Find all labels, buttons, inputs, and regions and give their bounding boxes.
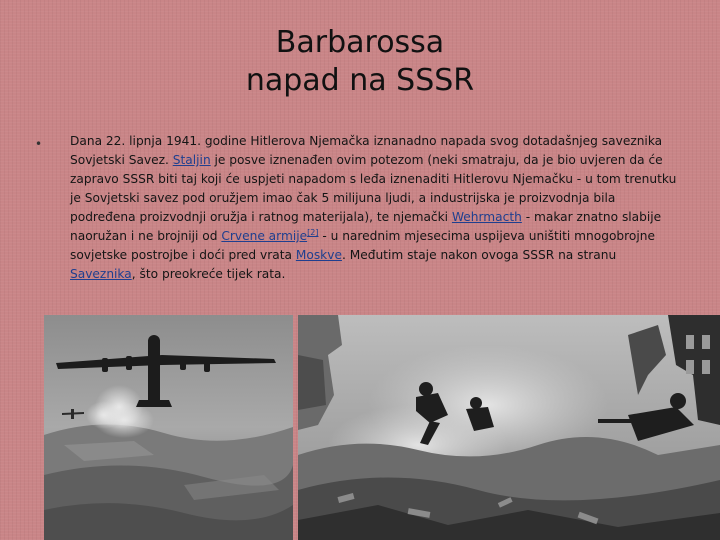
bullet-marker: • [35,137,43,151]
bomber-photo [44,315,293,540]
footnote-ref[interactable]: [2] [307,227,319,237]
title-line-1: Barbarossa [275,25,445,60]
text-segment: Dana 22. lipnja 1941. godine Hitlerova Njemačka iznanadno napada svog dotadašnjeg saveznika Sovjetski Savez. [70,134,663,167]
link-saveznika[interactable]: Saveznika [70,267,132,281]
text-segment: - u narednim mjesecima uspijeva uništiti mnogobrojne sovjetske postrojbe i doći pred vrata [70,229,655,262]
link-wehrmacht[interactable]: Wehrmacth [451,210,522,224]
link-staljin[interactable]: Staljin [172,153,211,167]
slide-title [0,24,720,100]
body-paragraph [70,132,682,284]
soldiers-photo [298,315,720,540]
text-segment: , što preokreće tijek rata. [131,267,286,281]
text-segment: . Međutim staje nakon ovoga SSSR na stranu [341,248,617,262]
title-line-2: napad na SSSR [245,63,475,98]
link-moskve[interactable]: Moskve [295,248,342,262]
text-segment: - makar znatno slabije naoružan i ne brojniji od [70,210,662,243]
link-crvene-armije[interactable]: Crvene armije [221,229,308,243]
text-segment: je posve iznenađen ovim potezom (neki smatraju, da je bio uvjeren da će zapravo SSSR biti taj koji će uspjeti napadom s leđa iznenaditi Hitlerovu Njemačku - u tom trenutku je Sovjetski savez pod oružjem imao čak 5 milijuna ljudi, a industrijska je proizvodnja bila podređena proizvodnji oružja i ratnog materijala), te njemački [70,153,677,224]
